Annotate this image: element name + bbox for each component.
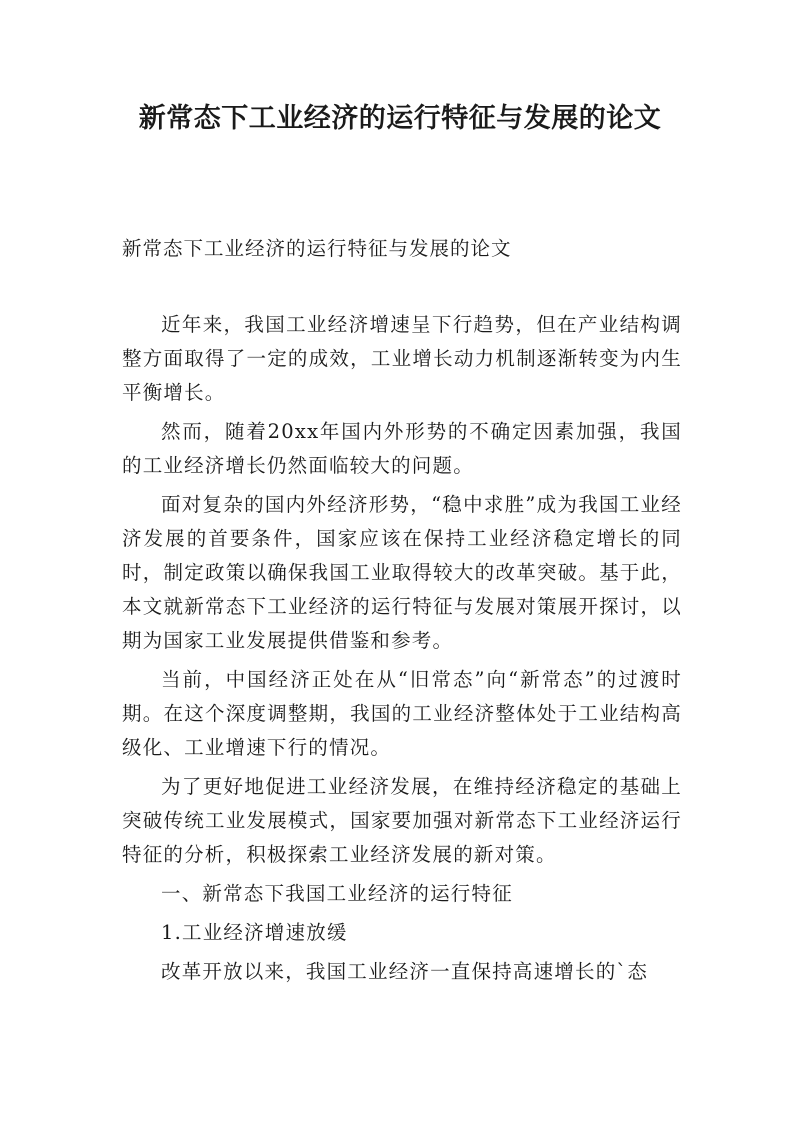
- document-body: [122, 308, 682, 994]
- paragraph: 为了更好地促进工业经济发展，在维持经济稳定的基础上突破传统工业发展模式，国家要加强对新常态下工业经济运行特征的分析，积极探索工业经济发展的新对策。: [122, 775, 682, 866]
- paragraph: 当前，中国经济正处在从“旧常态”向“新常态”的过渡时期。在这个深度调整期，我国的工业经济整体处于工业结构高级化、工业增速下行的情况。: [122, 668, 682, 759]
- document-subtitle: 新常态下工业经济的运行特征与发展的论文: [122, 237, 512, 260]
- paragraph: 近年来，我国工业经济增速呈下行趋势，但在产业结构调整方面取得了一定的成效，工业增长动力机制逐渐转变为内生平衡增长。: [122, 313, 682, 404]
- paragraph: 然而，随着20xx年国内外形势的不确定因素加强，我国的工业经济增长仍然面临较大的问题。: [122, 420, 682, 477]
- subsection-heading: 1.工业经济增速放缓: [161, 921, 348, 944]
- section-heading: 一、新常态下我国工业经济的运行特征: [161, 882, 513, 905]
- document-title: 新常态下工业经济的运行特征与发展的论文: [138, 103, 662, 134]
- paragraph: 改革开放以来，我国工业经济一直保持高速增长的`态: [161, 960, 649, 983]
- paragraph: 面对复杂的国内外经济形势，“稳中求胜”成为我国工业经济发展的首要条件，国家应该在保持工业经济稳定增长的同时，制定政策以确保我国工业取得较大的改革突破。基于此，本文就新常态下工业经济的运行特征与发展对策展开探讨，以期为国家工业发展提供借鉴和参考。: [122, 493, 682, 652]
